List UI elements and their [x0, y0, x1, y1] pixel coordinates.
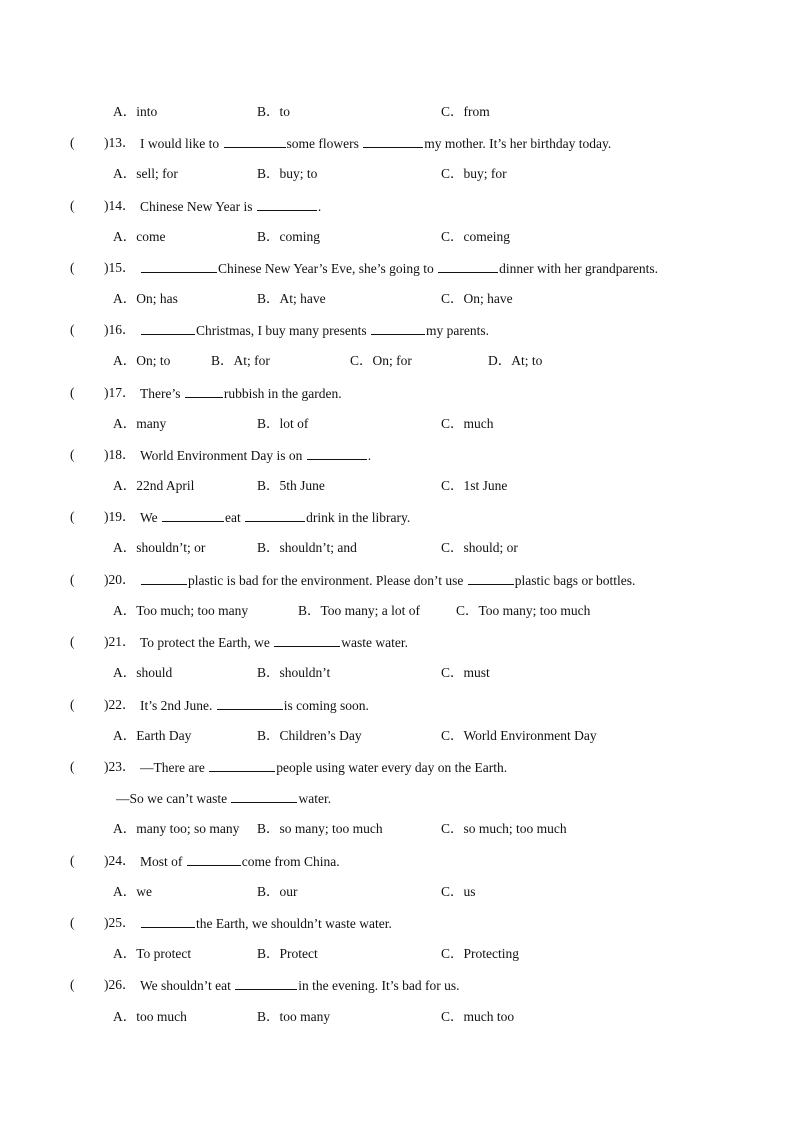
- option-b[interactable]: B．lot of: [257, 416, 309, 431]
- question-20: [0, 570, 794, 590]
- question-stem: Christmas, I buy many presents my parents.: [140, 320, 489, 341]
- answer-blank[interactable]: [307, 445, 367, 460]
- option-c[interactable]: C．Protecting: [441, 946, 519, 961]
- option-a[interactable]: A．sell; for: [113, 166, 178, 181]
- q20-options: [0, 601, 794, 621]
- answer-paren[interactable]: (: [70, 447, 75, 462]
- answer-blank[interactable]: [141, 913, 195, 928]
- answer-paren[interactable]: (: [70, 915, 75, 930]
- option-a[interactable]: A．shouldn’t; or: [113, 540, 206, 555]
- option-c[interactable]: C．buy; for: [441, 166, 507, 181]
- option-a[interactable]: A．we: [113, 884, 152, 899]
- question-stem: —There are people using water every day on the Earth.: [140, 757, 507, 778]
- question-13: [0, 133, 794, 153]
- option-b[interactable]: B．so many; too much: [257, 821, 383, 836]
- question-number: )21．: [104, 634, 136, 649]
- answer-blank[interactable]: [224, 133, 286, 148]
- option-b[interactable]: B．too many: [257, 1009, 331, 1024]
- question-stem: To protect the Earth, we waste water.: [140, 632, 408, 653]
- option-b[interactable]: B．shouldn’t; and: [257, 540, 357, 555]
- option-d[interactable]: D．At; to: [488, 353, 543, 368]
- q18-options: [0, 476, 794, 496]
- answer-paren[interactable]: (: [70, 260, 75, 275]
- q16-options: [0, 351, 794, 371]
- question-number: )17．: [104, 385, 136, 400]
- answer-blank[interactable]: [185, 383, 223, 398]
- option-a[interactable]: A．On; has: [113, 291, 178, 306]
- answer-paren[interactable]: (: [70, 697, 75, 712]
- question-stem: We eat drink in the library.: [140, 507, 410, 528]
- answer-blank[interactable]: [162, 507, 224, 522]
- answer-paren[interactable]: (: [70, 322, 75, 337]
- question-number: )14．: [104, 198, 136, 213]
- q22-options: [0, 726, 794, 746]
- answer-blank[interactable]: [141, 258, 217, 273]
- question-26: [0, 975, 794, 995]
- question-number: )13．: [104, 135, 136, 150]
- answer-blank[interactable]: [363, 133, 423, 148]
- option-b[interactable]: B．our: [257, 884, 298, 899]
- question-14: [0, 196, 794, 216]
- answer-paren[interactable]: (: [70, 977, 75, 992]
- answer-blank[interactable]: [245, 507, 305, 522]
- option-a[interactable]: A．come: [113, 229, 166, 244]
- answer-blank[interactable]: [141, 570, 187, 585]
- option-b[interactable]: B．5th June: [257, 478, 325, 493]
- question-23: [0, 757, 794, 777]
- option-a[interactable]: A．On; to: [113, 353, 171, 368]
- question-stem: the Earth, we shouldn’t waste water.: [140, 913, 392, 934]
- option-b[interactable]: B．Too many; a lot of: [298, 603, 421, 618]
- q23-options: [0, 819, 794, 839]
- option-a[interactable]: A．into: [113, 104, 158, 119]
- option-a[interactable]: A．Earth Day: [113, 728, 192, 743]
- question-stem: There’s rubbish in the garden.: [140, 383, 342, 404]
- answer-paren[interactable]: (: [70, 572, 75, 587]
- q26-options: [0, 1007, 794, 1027]
- question-stem: I would like to some flowers my mother. It’s her birthday today.: [140, 133, 611, 154]
- question-number: )20．: [104, 572, 136, 587]
- answer-blank[interactable]: [257, 196, 317, 211]
- question-21: [0, 632, 794, 652]
- question-number: )18．: [104, 447, 136, 462]
- option-b[interactable]: B．buy; to: [257, 166, 318, 181]
- option-b[interactable]: B．Children’s Day: [257, 728, 362, 743]
- option-a[interactable]: A．22nd April: [113, 478, 195, 493]
- option-c[interactable]: C．from: [441, 104, 490, 119]
- answer-blank[interactable]: [187, 851, 241, 866]
- answer-blank[interactable]: [468, 570, 514, 585]
- question-16: [0, 320, 794, 340]
- option-c[interactable]: C．should; or: [441, 540, 518, 555]
- answer-blank[interactable]: [235, 975, 297, 990]
- option-b[interactable]: B．At; have: [257, 291, 326, 306]
- option-c[interactable]: C．much: [441, 416, 494, 431]
- option-c[interactable]: C．comeing: [441, 229, 510, 244]
- option-c[interactable]: C．World Environment Day: [441, 728, 597, 743]
- answer-blank[interactable]: [217, 695, 283, 710]
- question-24: [0, 851, 794, 871]
- question-19: [0, 507, 794, 527]
- option-a[interactable]: A．should: [113, 665, 173, 680]
- option-c[interactable]: C．us: [441, 884, 476, 899]
- question-number: )19．: [104, 509, 136, 524]
- question-stem: Most of come from China.: [140, 851, 340, 872]
- answer-blank[interactable]: [231, 788, 297, 803]
- question-stem: We shouldn’t eat in the evening. It’s bad for us.: [140, 975, 460, 996]
- option-c[interactable]: C．must: [441, 665, 490, 680]
- option-c[interactable]: C．much too: [441, 1009, 515, 1024]
- question-number: )24．: [104, 853, 136, 868]
- option-c[interactable]: C．so much; too much: [441, 821, 567, 836]
- option-b[interactable]: B．coming: [257, 229, 320, 244]
- answer-paren[interactable]: (: [70, 853, 75, 868]
- q13-options: [0, 164, 794, 184]
- question-number: )15．: [104, 260, 136, 275]
- question-number: )23．: [104, 759, 136, 774]
- q25-options: [0, 944, 794, 964]
- answer-blank[interactable]: [371, 320, 425, 335]
- option-b[interactable]: B．Protect: [257, 946, 318, 961]
- answer-paren[interactable]: (: [70, 198, 75, 213]
- q24-options: [0, 882, 794, 902]
- answer-paren[interactable]: (: [70, 135, 75, 150]
- question-stem: plastic is bad for the environment. Please don’t use plastic bags or bottles.: [140, 570, 635, 591]
- answer-paren[interactable]: (: [70, 385, 75, 400]
- q12-options: [0, 102, 794, 122]
- answer-blank[interactable]: [274, 632, 340, 647]
- option-c[interactable]: C．On; for: [350, 353, 412, 368]
- q21-options: [0, 663, 794, 683]
- option-b[interactable]: B．to: [257, 104, 291, 119]
- question-number: )16．: [104, 322, 136, 337]
- question-stem: World Environment Day is on .: [140, 445, 371, 466]
- answer-blank[interactable]: [438, 258, 498, 273]
- option-c[interactable]: C．1st June: [441, 478, 508, 493]
- q14-options: [0, 227, 794, 247]
- option-c[interactable]: C．Too many; too much: [456, 603, 591, 618]
- question-15: [0, 258, 794, 278]
- question-stem: Chinese New Year is .: [140, 196, 321, 217]
- answer-paren[interactable]: (: [70, 634, 75, 649]
- question-22: [0, 695, 794, 715]
- question-stem: It’s 2nd June. is coming soon.: [140, 695, 369, 716]
- question-17: [0, 383, 794, 403]
- question-number: )25．: [104, 915, 136, 930]
- question-stem: Chinese New Year’s Eve, she’s going to dinner with her grandparents.: [140, 258, 658, 279]
- option-a[interactable]: A．many: [113, 416, 167, 431]
- q17-options: [0, 414, 794, 434]
- answer-blank[interactable]: [141, 320, 195, 335]
- question-25: [0, 913, 794, 933]
- option-a[interactable]: A．many too; so many: [113, 821, 240, 836]
- question-23-continuation: [0, 788, 794, 808]
- question-number: )22．: [104, 697, 136, 712]
- q19-options: [0, 538, 794, 558]
- answer-paren[interactable]: (: [70, 509, 75, 524]
- answer-paren[interactable]: (: [70, 759, 75, 774]
- option-b[interactable]: B．At; for: [211, 353, 270, 368]
- question-stem-continuation: —So we can’t waste water.: [116, 788, 331, 809]
- option-c[interactable]: C．On; have: [441, 291, 513, 306]
- option-a[interactable]: A．Too much; too many: [113, 603, 249, 618]
- answer-blank[interactable]: [209, 757, 275, 772]
- option-a[interactable]: A．too much: [113, 1009, 187, 1024]
- option-a[interactable]: A．To protect: [113, 946, 192, 961]
- option-b[interactable]: B．shouldn’t: [257, 665, 331, 680]
- q15-options: [0, 289, 794, 309]
- question-18: [0, 445, 794, 465]
- question-number: )26．: [104, 977, 136, 992]
